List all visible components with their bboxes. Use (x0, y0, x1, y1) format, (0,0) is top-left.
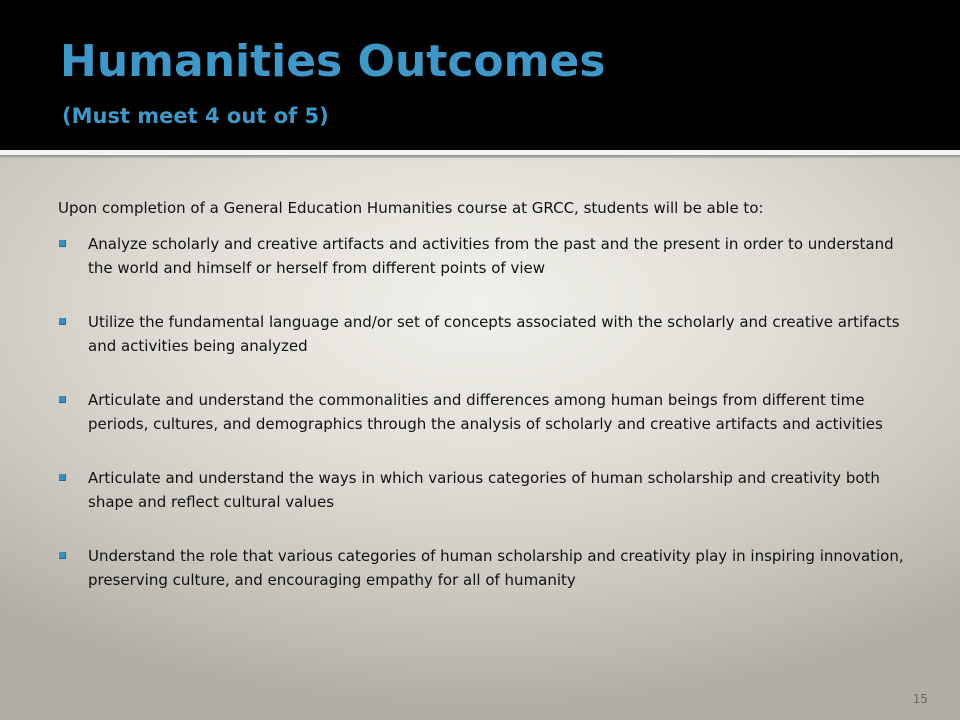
slide-title: Humanities Outcomes (60, 36, 606, 87)
outcome-text: Analyze scholarly and creative artifacts and activities from the past and the present in order to understand the world and himself or herself from different points of view (88, 235, 894, 277)
outcome-text: Understand the role that various categories of human scholarship and creativity play in inspiring innovation, preserving culture, and encouraging empathy for all of humanity (88, 547, 904, 589)
outcome-text: Utilize the fundamental language and/or set of concepts associated with the scholarly and creative artifacts and activities being analyzed (88, 313, 900, 355)
intro-text: Upon completion of a General Education Humanities course at GRCC, students will be able to: (58, 199, 764, 217)
square-bullet-icon (59, 240, 66, 247)
title-bar (0, 0, 960, 150)
list-item (58, 466, 908, 514)
outcome-text: Articulate and understand the ways in which various categories of human scholarship and creativity both shape and reflect cultural values (88, 469, 880, 511)
slide-subtitle: (Must meet 4 out of 5) (62, 104, 329, 128)
square-bullet-icon (59, 474, 66, 481)
square-bullet-icon (59, 552, 66, 559)
list-item (58, 310, 908, 358)
list-item (58, 544, 908, 592)
square-bullet-icon (59, 396, 66, 403)
square-bullet-icon (59, 318, 66, 325)
slide-body (58, 196, 908, 622)
outcomes-list (58, 232, 908, 592)
outcome-text: Articulate and understand the commonalities and differences among human beings from different time periods, cultures, and demographics through the analysis of scholarly and creative artifacts and activities (88, 391, 883, 433)
list-item (58, 388, 908, 436)
list-item (58, 232, 908, 280)
page-number: 15 (912, 692, 928, 706)
